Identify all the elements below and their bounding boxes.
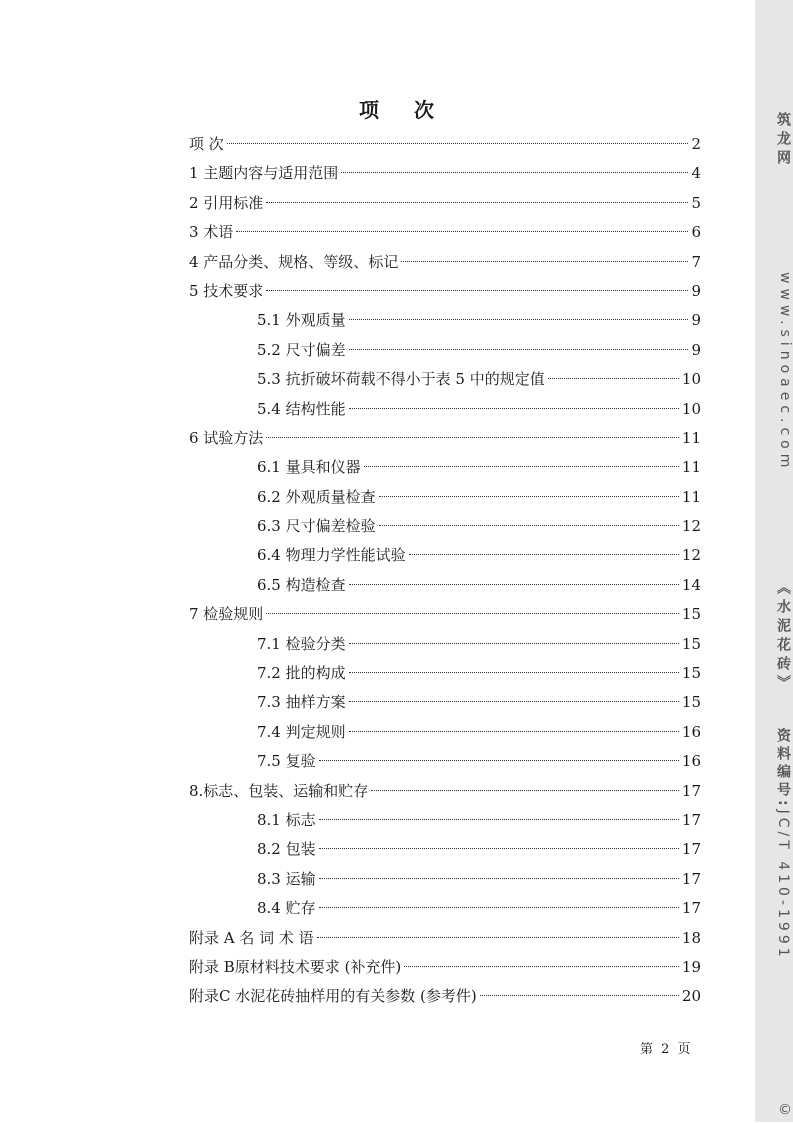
toc-dot-leader — [319, 760, 679, 761]
toc-entry-page: 14 — [681, 575, 701, 594]
toc-dot-leader — [401, 261, 688, 262]
toc-dot-leader — [349, 672, 679, 673]
sidebar-document-code — [755, 728, 793, 961]
sidebar-site-name: 筑龙网 — [775, 112, 791, 169]
toc-entry-label: 7.1 检验分类 — [257, 634, 346, 653]
sidebar-url: www.sinoaec.com — [777, 272, 793, 473]
toc-entry[interactable] — [189, 806, 701, 835]
toc-entry[interactable] — [189, 865, 701, 894]
watermark-sidebar — [755, 0, 793, 1122]
toc-entry-page: 7 — [691, 252, 701, 271]
toc-entry[interactable] — [189, 571, 701, 600]
toc-entry-page: 9 — [691, 281, 701, 300]
toc-entry-page: 17 — [681, 781, 701, 800]
toc-entry-label: 3 术语 — [189, 223, 234, 242]
toc-entry-label: 6.1 量具和仪器 — [257, 458, 361, 477]
toc-dot-leader — [371, 790, 679, 791]
toc-dot-leader — [349, 408, 679, 409]
toc-entry[interactable] — [189, 982, 701, 1011]
toc-entry-page: 20 — [681, 987, 701, 1006]
toc-entry-label: 2 引用标准 — [189, 193, 264, 212]
toc-dot-leader — [319, 819, 679, 820]
toc-entry-page: 6 — [691, 223, 701, 242]
toc-entry-label: 项 次 — [189, 135, 224, 153]
toc-entry-label: 6.2 外观质量检查 — [257, 487, 376, 506]
toc-entry[interactable] — [189, 924, 701, 953]
toc-entry-label: 5.4 结构性能 — [257, 399, 346, 418]
toc-entry[interactable] — [189, 130, 701, 159]
toc-entry-label: 7.5 复验 — [257, 752, 316, 771]
toc-dot-leader — [349, 319, 689, 320]
toc-entry-label: 4 产品分类、规格、等级、标记 — [189, 252, 399, 271]
toc-entry-label: 6.4 物理力学性能试验 — [257, 546, 406, 565]
toc-entry[interactable] — [189, 688, 701, 717]
toc-entry-label: 7.4 判定规则 — [257, 722, 346, 741]
toc-dot-leader — [349, 643, 679, 644]
toc-entry-page: 16 — [681, 752, 701, 771]
toc-entry[interactable] — [189, 218, 701, 247]
toc-dot-leader — [266, 290, 688, 291]
toc-entry[interactable] — [189, 953, 701, 982]
toc-entry-label: 8.4 贮存 — [257, 899, 316, 918]
toc-dot-leader — [379, 525, 679, 526]
toc-dot-leader — [317, 937, 679, 938]
toc-entry[interactable] — [189, 336, 701, 365]
toc-entry-page: 12 — [681, 517, 701, 536]
toc-entry[interactable] — [189, 365, 701, 394]
toc-entry[interactable] — [189, 189, 701, 218]
toc-entry-page: 15 — [681, 634, 701, 653]
toc-dot-leader — [480, 995, 679, 996]
toc-entry[interactable] — [189, 395, 701, 424]
toc-entry[interactable] — [189, 483, 701, 512]
toc-entry[interactable] — [189, 659, 701, 688]
toc-entry[interactable] — [189, 747, 701, 776]
page-number-footer: 第 2 页 — [640, 1042, 693, 1057]
toc-entry-label: 8.标志、包装、运输和贮存 — [189, 781, 369, 800]
toc-dot-leader — [319, 907, 679, 908]
toc-entry-label: 附录 A 名 词 术 语 — [189, 928, 314, 947]
toc-entry-label: 附录C 水泥花砖抽样用的有关参数 (参考件) — [189, 987, 477, 1006]
sidebar-code-label: 资料编号: — [775, 728, 791, 810]
toc-dot-leader — [266, 613, 679, 614]
toc-entry[interactable] — [189, 159, 701, 188]
toc-entry-label: 7 检验规则 — [189, 605, 264, 624]
toc-entry[interactable] — [189, 600, 701, 629]
toc-entry[interactable] — [189, 541, 701, 570]
toc-dot-leader — [266, 437, 679, 438]
toc-entry-page: 4 — [691, 164, 701, 183]
toc-entry[interactable] — [189, 630, 701, 659]
toc-dot-leader — [349, 701, 679, 702]
toc-dot-leader — [404, 966, 679, 967]
table-of-contents — [189, 130, 701, 1012]
toc-entry-page: 17 — [681, 899, 701, 918]
toc-entry-page: 15 — [681, 605, 701, 624]
toc-entry-page: 10 — [681, 370, 701, 389]
toc-dot-leader — [349, 731, 679, 732]
toc-entry-page: 5 — [691, 193, 701, 212]
toc-entry-page: 17 — [681, 869, 701, 888]
toc-dot-leader — [319, 848, 679, 849]
toc-entry-page: 9 — [691, 340, 701, 359]
toc-entry-page: 11 — [681, 487, 701, 506]
toc-entry-page: 11 — [681, 428, 701, 447]
sidebar-document-name: 《水泥花砖》 — [775, 580, 791, 694]
toc-entry-label: 8.1 标志 — [257, 810, 316, 829]
toc-dot-leader — [319, 878, 679, 879]
toc-entry-label: 5.3 抗折破坏荷载不得小于表 5 中的规定值 — [257, 370, 545, 389]
toc-entry[interactable] — [189, 248, 701, 277]
toc-dot-leader — [349, 349, 689, 350]
toc-entry[interactable] — [189, 306, 701, 335]
toc-entry-page: 11 — [681, 458, 701, 477]
toc-entry-label: 7.2 批的构成 — [257, 664, 346, 683]
toc-entry[interactable] — [189, 835, 701, 864]
toc-entry-label: 附录 B原材料技术要求 (补充件) — [189, 957, 402, 976]
toc-entry[interactable] — [189, 512, 701, 541]
toc-entry[interactable] — [189, 424, 701, 453]
toc-entry-page: 18 — [681, 928, 701, 947]
toc-dot-leader — [364, 466, 679, 467]
page-title: 项 次 — [359, 98, 448, 122]
toc-entry-label: 5 技术要求 — [189, 281, 264, 300]
toc-entry-label: 6.3 尺寸偏差检验 — [257, 517, 376, 536]
toc-dot-leader — [341, 172, 688, 173]
toc-dot-leader — [266, 202, 688, 203]
toc-entry-label: 5.1 外观质量 — [257, 311, 346, 330]
toc-entry-label: 7.3 抽样方案 — [257, 693, 346, 712]
copyright-symbol: © — [777, 1102, 793, 1123]
toc-entry-page: 12 — [681, 546, 701, 565]
toc-entry-page: 17 — [681, 840, 701, 859]
toc-dot-leader — [236, 231, 688, 232]
toc-entry-page: 9 — [691, 311, 701, 330]
toc-entry-page: 10 — [681, 399, 701, 418]
toc-entry-page: 15 — [681, 664, 701, 683]
toc-entry[interactable] — [189, 777, 701, 806]
toc-entry-page: 16 — [681, 722, 701, 741]
sidebar-code-value: JC/T 410-1991 — [775, 809, 791, 961]
toc-entry[interactable] — [189, 718, 701, 747]
toc-entry-page: 15 — [681, 693, 701, 712]
toc-dot-leader — [227, 143, 689, 144]
toc-entry-page: 19 — [681, 957, 701, 976]
toc-entry-label: 6 试验方法 — [189, 428, 264, 447]
toc-dot-leader — [409, 554, 679, 555]
toc-dot-leader — [349, 584, 679, 585]
toc-entry-label: 8.3 运输 — [257, 869, 316, 888]
toc-entry-label: 5.2 尺寸偏差 — [257, 340, 346, 359]
toc-dot-leader — [379, 496, 679, 497]
toc-entry[interactable] — [189, 894, 701, 923]
toc-entry[interactable] — [189, 277, 701, 306]
toc-dot-leader — [548, 378, 679, 379]
toc-entry-label: 8.2 包装 — [257, 840, 316, 859]
toc-entry-label: 1 主题内容与适用范围 — [189, 164, 339, 183]
toc-entry-page: 2 — [691, 135, 701, 153]
toc-entry-page: 17 — [681, 810, 701, 829]
toc-entry[interactable] — [189, 453, 701, 482]
toc-entry-label: 6.5 构造检查 — [257, 575, 346, 594]
